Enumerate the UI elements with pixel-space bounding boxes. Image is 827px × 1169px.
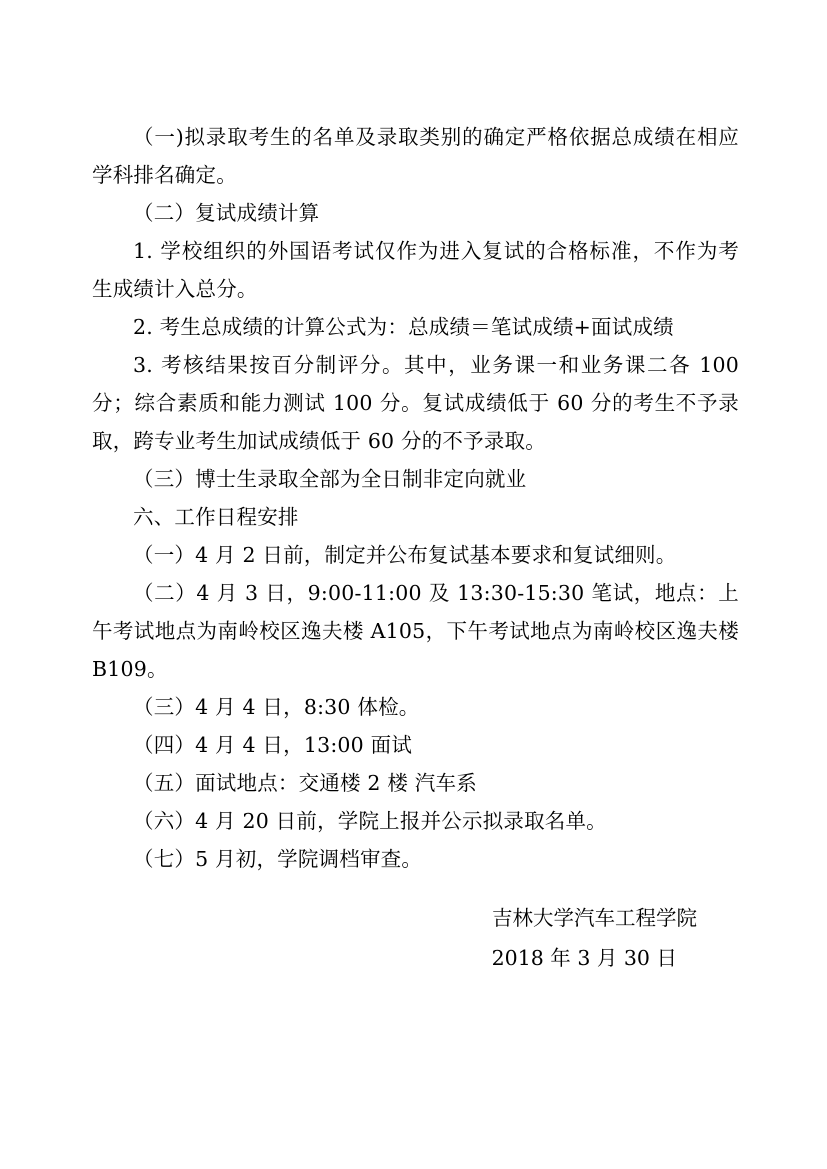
paragraph-13: （七）5 月初，学院调档审查。 bbox=[133, 847, 423, 871]
signature-organization: 吉林大学汽车工程学院 bbox=[492, 906, 697, 930]
signature-block bbox=[92, 898, 739, 978]
paragraph-4: 2. 考生总成绩的计算公式为：总成绩＝笔试成绩+面试成绩 bbox=[133, 315, 674, 339]
paragraph-5: 3. 考核结果按百分制评分。其中，业务课一和业务课二各 100 分；综合素质和能力测试 100 分。复试成绩低于 60 分的考生不予录取，跨专业考生加试成绩低于 60 分的不予录取。 bbox=[92, 353, 739, 453]
paragraph-11: （五）面试地点：交通楼 2 楼 汽车系 bbox=[133, 771, 477, 795]
section-heading-six: 六、工作日程安排 bbox=[133, 505, 299, 529]
paragraph-2: （二）复试成绩计算 bbox=[133, 201, 320, 225]
paragraph-3: 1. 学校组织的外国语考试仅作为进入复试的合格标准，不作为考生成绩计入总分。 bbox=[92, 239, 739, 301]
paragraph-9: （三）4 月 4 日，8:30 体检。 bbox=[133, 695, 420, 719]
paragraph-10: （四）4 月 4 日，13:00 面试 bbox=[133, 733, 413, 757]
paragraph-12: （六）4 月 20 日前，学院上报并公示拟录取名单。 bbox=[133, 809, 607, 833]
document-body bbox=[92, 118, 739, 878]
paragraph-6: （三）博士生录取全部为全日制非定向就业 bbox=[133, 467, 527, 491]
paragraph-1: （一)拟录取考生的名单及录取类别的确定严格依据总成绩在相应学科排名确定。 bbox=[92, 125, 739, 187]
signature-date: 2018 年 3 月 30 日 bbox=[491, 946, 677, 970]
paragraph-8: （二）4 月 3 日，9:00-11:00 及 13:30-15:30 笔试，地点：上午考试地点为南岭校区逸夫楼 A105，下午考试地点为南岭校区逸夫楼 B109。 bbox=[92, 581, 739, 681]
paragraph-7: （一）4 月 2 日前，制定并公布复试基本要求和复试细则。 bbox=[133, 543, 677, 567]
